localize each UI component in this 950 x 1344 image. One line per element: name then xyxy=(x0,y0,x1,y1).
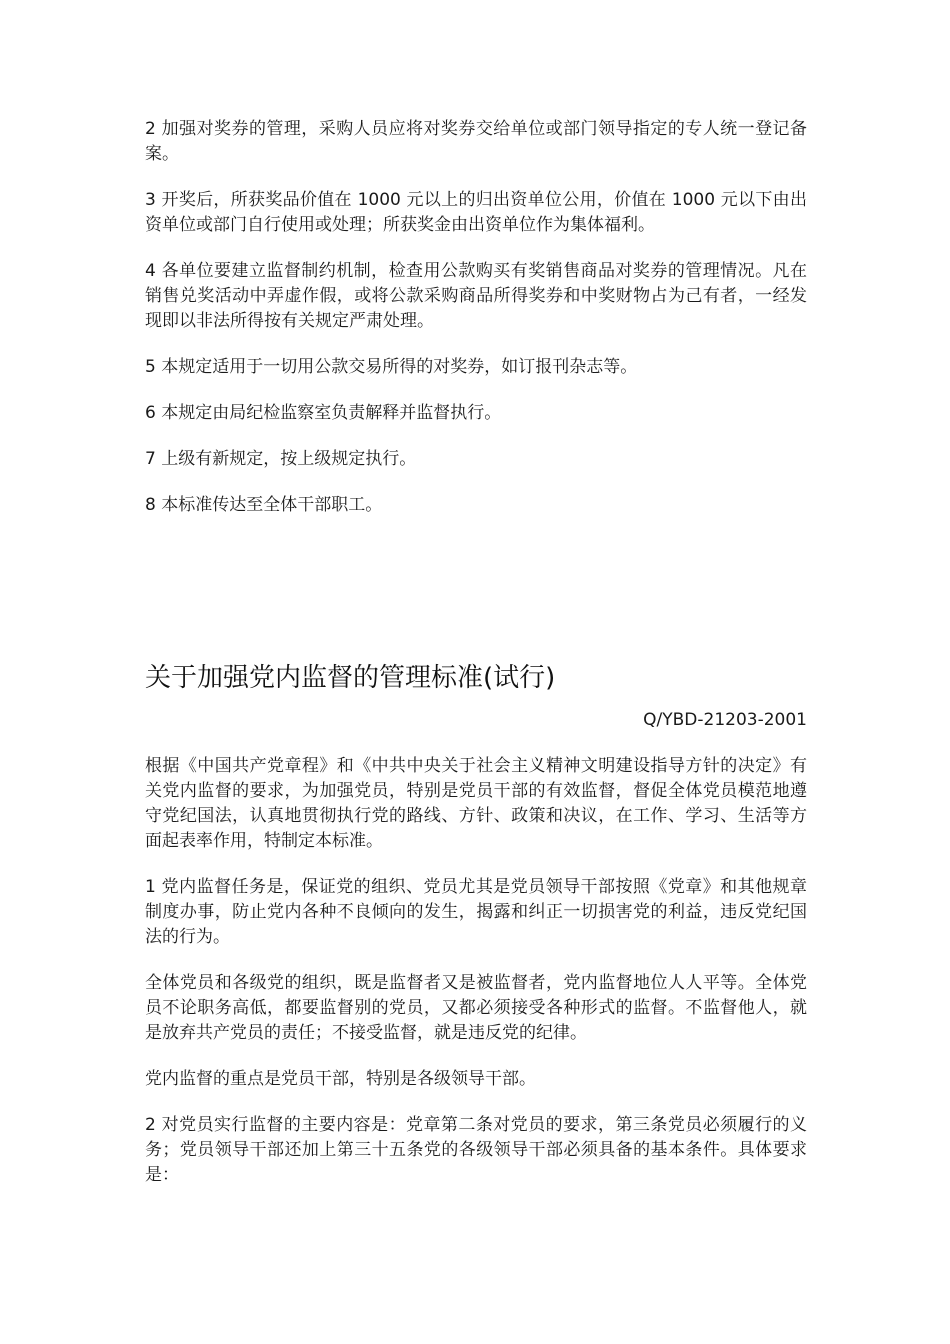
document-page xyxy=(145,117,807,1209)
clause-5: 5 本规定适用于一切用公款交易所得的对奖券，如订报刊杂志等。 xyxy=(145,357,638,377)
section-spacer xyxy=(145,539,807,660)
clause-6: 6 本规定由局纪检监察室负责解释并监督执行。 xyxy=(145,403,502,423)
clause-2: 2 加强对奖券的管理，采购人员应将对奖券交给单位或部门领导指定的专人统一登记备案。 xyxy=(145,119,807,164)
section-title: 关于加强党内监督的管理标准(试行) xyxy=(145,663,556,693)
supervision-content-paragraph: 2 对党员实行监督的主要内容是：党章第二条对党员的要求，第三条党员必须履行的义务；党员领导干部还加上第三十五条党的各级领导干部必须具备的基本条件。具体要求是： xyxy=(145,1115,807,1185)
clause-4: 4 各单位要建立监督制约机制，检查用公款购买有奖销售商品对奖券的管理情况。凡在销售兑奖活动中弄虚作假，或将公款采购商品所得奖券和中奖财物占为己有者，一经发现即以非法所得按有关规定严肃处理。 xyxy=(145,261,807,331)
supervision-focus-paragraph: 党内监督的重点是党员干部，特别是各级领导干部。 xyxy=(145,1069,536,1089)
supervision-task-paragraph: 1 党内监督任务是，保证党的组织、党员尤其是党员领导干部按照《党章》和其他规章制度办事，防止党内各种不良倾向的发生，揭露和纠正一切损害党的利益，违反党纪国法的行为。 xyxy=(145,877,807,947)
mutual-supervision-paragraph: 全体党员和各级党的组织，既是监督者又是被监督者，党内监督地位人人平等。全体党员不论职务高低，都要监督别的党员，又都必须接受各种形式的监督。不监督他人，就是放弃共产党员的责任；不接受监督，就是违反党的纪律。 xyxy=(145,973,807,1043)
clause-7: 7 上级有新规定，按上级规定执行。 xyxy=(145,449,417,469)
document-number: Q/YBD-21203-2001 xyxy=(643,710,807,730)
intro-paragraph: 根据《中国共产党章程》和《中共中央关于社会主义精神文明建设指导方针的决定》有关党内监督的要求，为加强党员，特别是党员干部的有效监督，督促全体党员模范地遵守党纪国法，认真地贯彻执行党的路线、方针、政策和决议，在工作、学习、生活等方面起表率作用，特制定本标准。 xyxy=(145,756,807,851)
clause-8: 8 本标准传达至全体干部职工。 xyxy=(145,495,383,515)
clause-3: 3 开奖后，所获奖品价值在 1000 元以上的归出资单位公用，价值在 1000 元以下由出资单位或部门自行使用或处理；所获奖金由出资单位作为集体福利。 xyxy=(145,190,807,235)
